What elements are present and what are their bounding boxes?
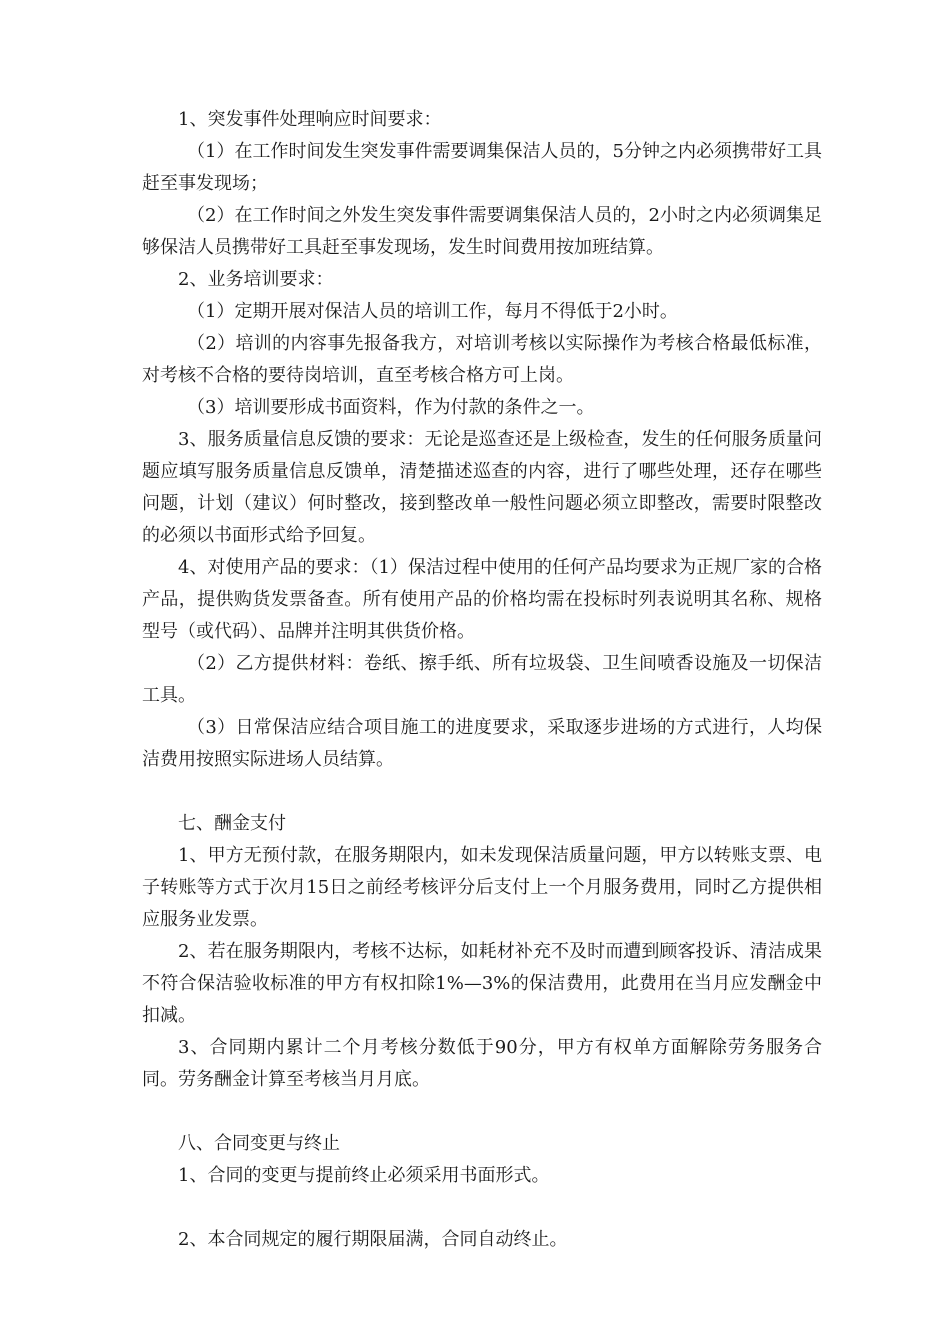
paragraph: （3）培训要形成书面资料，作为付款的条件之一。 xyxy=(187,397,595,418)
paragraph: 2、本合同规定的履行期限届满，合同自动终止。 xyxy=(178,1229,568,1250)
paragraph: （2）培训的内容事先报备我方，对培训考核以实际操作为考核合格最低标准，对考核不合格的要待岗培训，直至考核合格方可上岗。 xyxy=(142,333,822,386)
section-gap xyxy=(142,776,822,808)
section-gap xyxy=(142,1096,822,1128)
paragraph: 1、甲方无预付款，在服务期限内，如未发现保洁质量问题，甲方以转账支票、电子转账等方式于次月15日之前经考核评分后支付上一个月服务费用，同时乙方提供相应服务业发票。 xyxy=(142,845,822,930)
paragraph: 2、若在服务期限内，考核不达标，如耗材补充不及时而遭到顾客投诉、清洁成果不符合保洁验收标准的甲方有权扣除1%—3%的保洁费用，此费用在当月应发酬金中扣减。 xyxy=(142,941,822,1026)
paragraph: 2、业务培训要求： xyxy=(178,269,334,290)
section-contract-termination xyxy=(142,1224,822,1256)
paragraph: 3、服务质量信息反馈的要求：无论是巡查还是上级检查，发生的任何服务质量问题应填写服务质量信息反馈单，清楚描述巡查的内容，进行了哪些处理，还存在哪些问题，计划（建议）何时整改，接到整改单一般性问题必须立即整改，需要时限整改的必须以书面形式给予回复。 xyxy=(142,429,822,546)
section-service-requirements xyxy=(142,104,822,776)
paragraph: 1、突发事件处理响应时间要求： xyxy=(178,109,442,130)
section-payment xyxy=(142,808,822,1096)
paragraph: （2）乙方提供材料：卷纸、擦手纸、所有垃圾袋、卫生间喷香设施及一切保洁工具。 xyxy=(142,653,822,706)
section-gap xyxy=(142,1192,822,1224)
section-heading: 八、合同变更与终止 xyxy=(178,1133,340,1154)
paragraph: 1、合同的变更与提前终止必须采用书面形式。 xyxy=(178,1165,550,1186)
paragraph: 3、合同期内累计二个月考核分数低于90分，甲方有权单方面解除劳务服务合同。劳务酬金计算至考核当月月底。 xyxy=(142,1037,822,1090)
section-heading: 七、酬金支付 xyxy=(178,813,286,834)
paragraph: （1）在工作时间发生突发事件需要调集保洁人员的，5分钟之内必须携带好工具赶至事发现场； xyxy=(142,141,822,194)
paragraph: （1）定期开展对保洁人员的培训工作，每月不得低于2小时。 xyxy=(187,301,678,322)
paragraph: （2）在工作时间之外发生突发事件需要调集保洁人员的，2小时之内必须调集足够保洁人员携带好工具赶至事发现场，发生时间费用按加班结算。 xyxy=(142,205,822,258)
document-page xyxy=(142,104,822,1256)
paragraph: 4、对使用产品的要求：（1）保洁过程中使用的任何产品均要求为正规厂家的合格产品，提供购货发票备查。所有使用产品的价格均需在投标时列表说明其名称、规格型号（或代码）、品牌并注明其供货价格。 xyxy=(142,557,822,642)
section-contract-change xyxy=(142,1128,822,1192)
paragraph: （3）日常保洁应结合项目施工的进度要求，采取逐步进场的方式进行，人均保洁费用按照实际进场人员结算。 xyxy=(142,717,822,770)
